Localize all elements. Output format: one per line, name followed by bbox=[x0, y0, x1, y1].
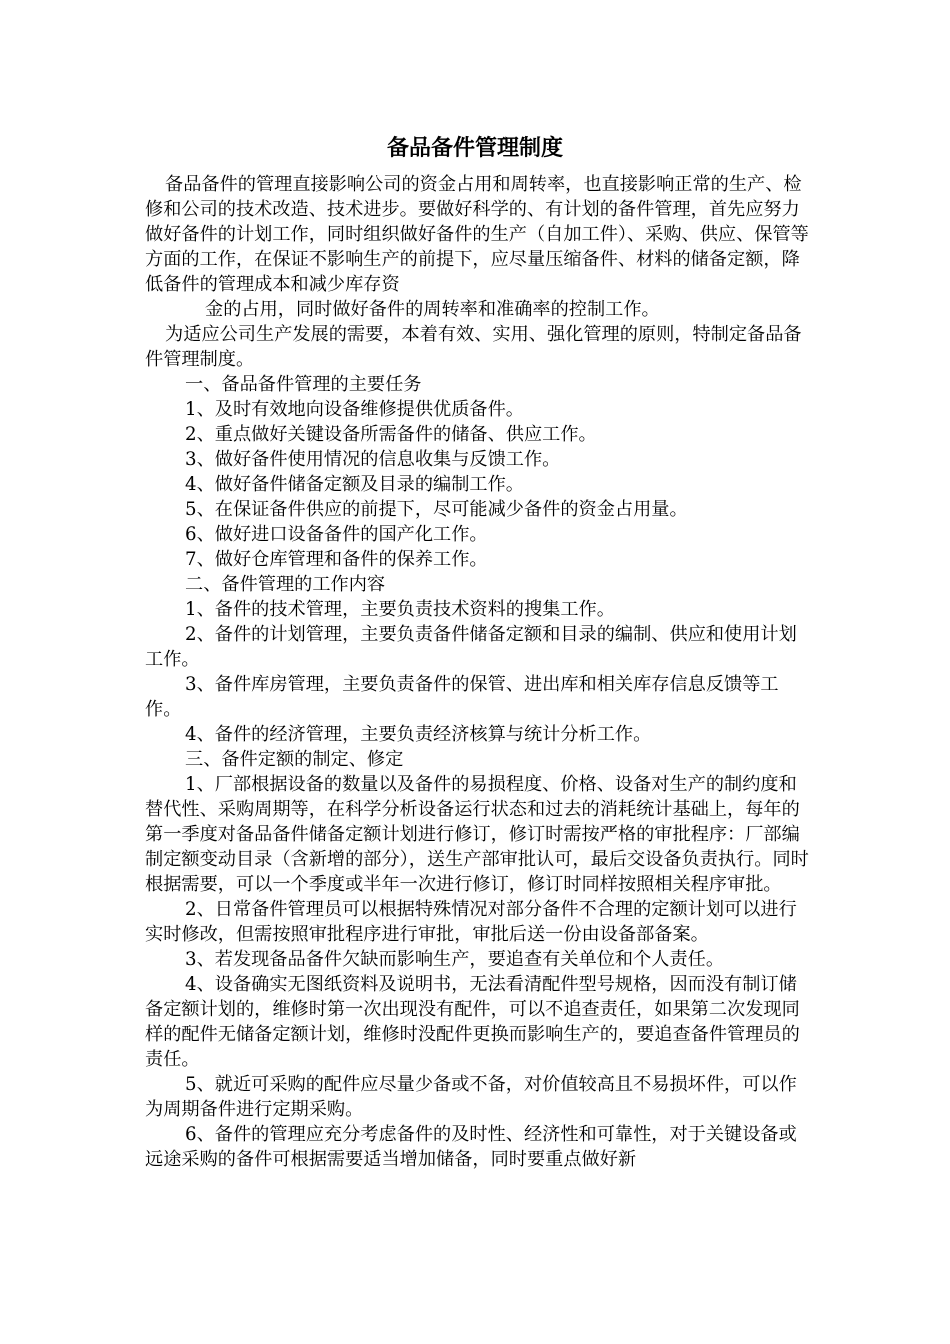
list-item: 4、做好备件储备定额及目录的编制工作。 bbox=[185, 474, 524, 495]
intro-last-line: 金的占用，同时做好备件的周转率和准确率的控制工作。 bbox=[205, 299, 660, 320]
list-item: 3、若发现备品备件欠缺而影响生产，要追查有关单位和个人责任。 bbox=[185, 949, 725, 970]
list-item: 5、就近可采购的配件应尽量少备或不备，对价值较高且不易损坏件，可以作为周期备件进行定期采购。 bbox=[145, 1074, 797, 1120]
list-item: 6、做好进口设备备件的国产化工作。 bbox=[185, 524, 488, 545]
section-heading: 一、备品备件管理的主要任务 bbox=[185, 374, 422, 395]
list-item: 1、备件的技术管理，主要负责技术资料的搜集工作。 bbox=[185, 599, 615, 620]
list-item: 3、做好备件使用情况的信息收集与反馈工作。 bbox=[185, 449, 561, 470]
document-title: 备品备件管理制度 bbox=[386, 136, 563, 161]
list-item: 4、备件的经济管理，主要负责经济核算与统计分析工作。 bbox=[185, 724, 652, 745]
document-body bbox=[145, 172, 809, 1172]
list-item: 1、及时有效地向设备维修提供优质备件。 bbox=[185, 399, 524, 420]
list-item: 3、备件库房管理，主要负责备件的保管、进出库和相关库存信息反馈等工作。 bbox=[145, 674, 779, 720]
list-item: 7、做好仓库管理和备件的保养工作。 bbox=[185, 549, 488, 570]
list-item: 5、在保证备件供应的前提下，尽可能减少备件的资金占用量。 bbox=[185, 499, 688, 520]
intro-paragraph: 备品备件的管理直接影响公司的资金占用和周转率，也直接影响正常的生产、检修和公司的技术改造、技术进步。要做好科学的、有计划的备件管理，首先应努力做好备件的计划工作，同时组织做好备件的生产（自加工件）、采购、供应、保管等方面的工作，在保证不影响生产的前提下，应尽量压缩备件、材料的储备定额，降低备件的管理成本和减少库存资 bbox=[145, 174, 809, 295]
section-heading: 三、备件定额的制定、修定 bbox=[185, 749, 404, 770]
list-item: 2、备件的计划管理，主要负责备件储备定额和目录的编制、供应和使用计划工作。 bbox=[145, 624, 797, 670]
list-item: 2、重点做好关键设备所需备件的储备、供应工作。 bbox=[185, 424, 597, 445]
purpose-paragraph: 为适应公司生产发展的需要，本着有效、实用、强化管理的原则，特制定备品备件管理制度。 bbox=[145, 324, 802, 370]
section-heading: 二、备件管理的工作内容 bbox=[185, 574, 386, 595]
list-item: 2、日常备件管理员可以根据特殊情况对部分备件不合理的定额计划可以进行实时修改，但需按照审批程序进行审批，审批后送一份由设备部备案。 bbox=[145, 899, 797, 945]
list-item: 1、厂部根据设备的数量以及备件的易损程度、价格、设备对生产的制约度和替代性、采购周期等，在科学分析设备运行状态和过去的消耗统计基础上，每年的第一季度对备品备件储备定额计划进行修订，修订时需按严格的审批程序：厂部编制定额变动目录（含新增的部分），送生产部审批认可，最后交设备负责执行。同时根据需要，可以一个季度或半年一次进行修订，修订时同样按照相关程序审批。 bbox=[145, 774, 809, 895]
list-item: 4、设备确实无图纸资料及说明书，无法看清配件型号规格，因而没有制订储备定额计划的，维修时第一次出现没有配件，可以不追查责任，如果第二次发现同样的配件无储备定额计划，维修时没配件更换而影响生产的，要追查备件管理员的责任。 bbox=[145, 974, 800, 1070]
list-item: 6、备件的管理应充分考虑备件的及时性、经济性和可靠性，对于关键设备或远途采购的备件可根据需要适当增加储备，同时要重点做好新 bbox=[145, 1124, 797, 1170]
